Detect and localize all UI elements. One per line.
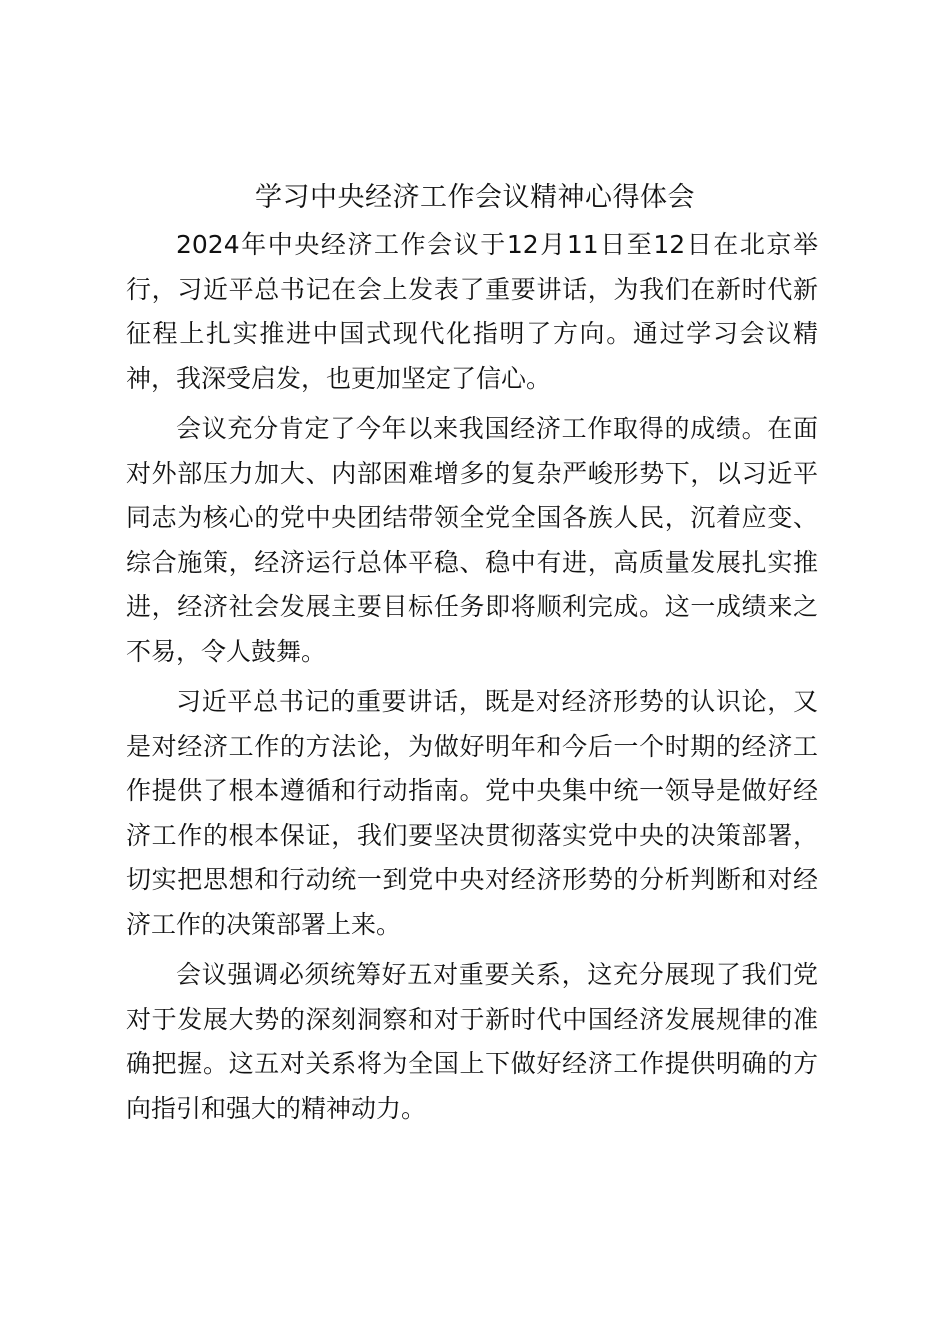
document-title: 学习中央经济工作会议精神心得体会 [255,182,695,213]
paragraph-4: 会议强调必须统筹好五对重要关系，这充分展现了我们党对于发展大势的深刻洞察和对于新时代中国经济发展规律的准确把握。这五对关系将为全国上下做好经济工作提供明确的方向指引和强大的精神动力。 [126,960,818,1123]
paragraph-2: 会议充分肯定了今年以来我国经济工作取得的成绩。在面对外部压力加大、内部困难增多的复杂严峻形势下，以习近平同志为核心的党中央团结带领全党全国各族人民，沉着应变、综合施策，经济运行总体平稳、稳中有进，高质量发展扎实推进，经济社会发展主要目标任务即将顺利完成。这一成绩来之不易，令人鼓舞。 [126,414,818,666]
paragraph-1: 2024年中央经济工作会议于12月11日至12日在北京举行，习近平总书记在会上发表了重要讲话，为我们在新时代新征程上扎实推进中国式现代化指明了方向。通过学习会议精神，我深受启发，也更加坚定了信心。 [126,230,818,393]
paragraph-3: 习近平总书记的重要讲话，既是对经济形势的认识论，又是对经济工作的方法论，为做好明年和今后一个时期的经济工作提供了根本遵循和行动指南。党中央集中统一领导是做好经济工作的根本保证，我们要坚决贯彻落实党中央的决策部署，切实把思想和行动统一到党中央对经济形势的分析判断和对经济工作的决策部署上来。 [126,687,818,939]
document-body [126,223,818,1137]
